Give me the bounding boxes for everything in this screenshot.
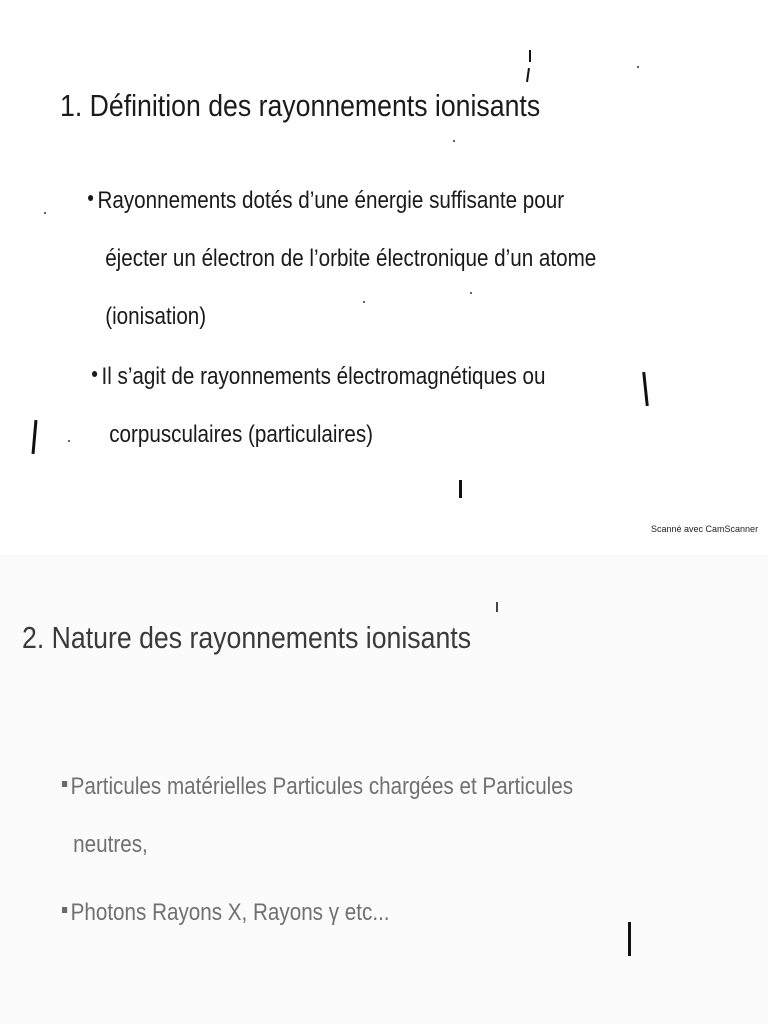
bullet-line: Rayonnements dotés d’une énergie suffisante pour [97, 187, 565, 214]
bullet-line: Particules matérielles Particules chargées et Particules [70, 773, 574, 800]
bullet-line: (ionisation) [105, 303, 207, 330]
bullet-line: Photons Rayons X, Rayons γ etc... [70, 899, 390, 926]
bullet-line: Il s’agit de rayonnements électromagnétiques ou [101, 363, 546, 390]
scan-artifact [470, 292, 472, 294]
bullet-dot-icon [92, 371, 97, 377]
scan-artifact [68, 440, 70, 442]
bullet-line: neutres, [73, 831, 148, 858]
bullet-square-icon [62, 781, 67, 787]
scan-artifact [526, 68, 530, 82]
bullet-square-icon [62, 907, 67, 913]
bullet-nature-particles [62, 758, 573, 874]
bullet-definition-energy [88, 172, 596, 346]
bullet-nature-photons [62, 884, 390, 942]
bullet-definition-types [92, 348, 545, 464]
scan-artifact [44, 212, 46, 214]
scan-artifact [642, 372, 649, 406]
scan-artifact [459, 480, 462, 498]
section-2-title: 2. Nature des rayonnements ionisants [22, 620, 472, 655]
scan-artifact [453, 140, 455, 142]
section-1-title: 1. Définition des rayonnements ionisants [60, 88, 541, 123]
bullet-line: éjecter un électron de l’orbite électronique d’un atome [105, 245, 597, 272]
scan-artifact [628, 922, 631, 956]
scan-artifact [637, 66, 639, 68]
bullet-line: corpusculaires (particulaires) [109, 421, 374, 448]
scan-artifact [363, 301, 365, 303]
scan-artifact [496, 602, 498, 612]
scan-artifact [529, 50, 531, 62]
scan-artifact [32, 420, 38, 454]
bullet-dot-icon [88, 195, 93, 201]
camscanner-watermark: Scanné avec CamScanner [651, 524, 759, 534]
